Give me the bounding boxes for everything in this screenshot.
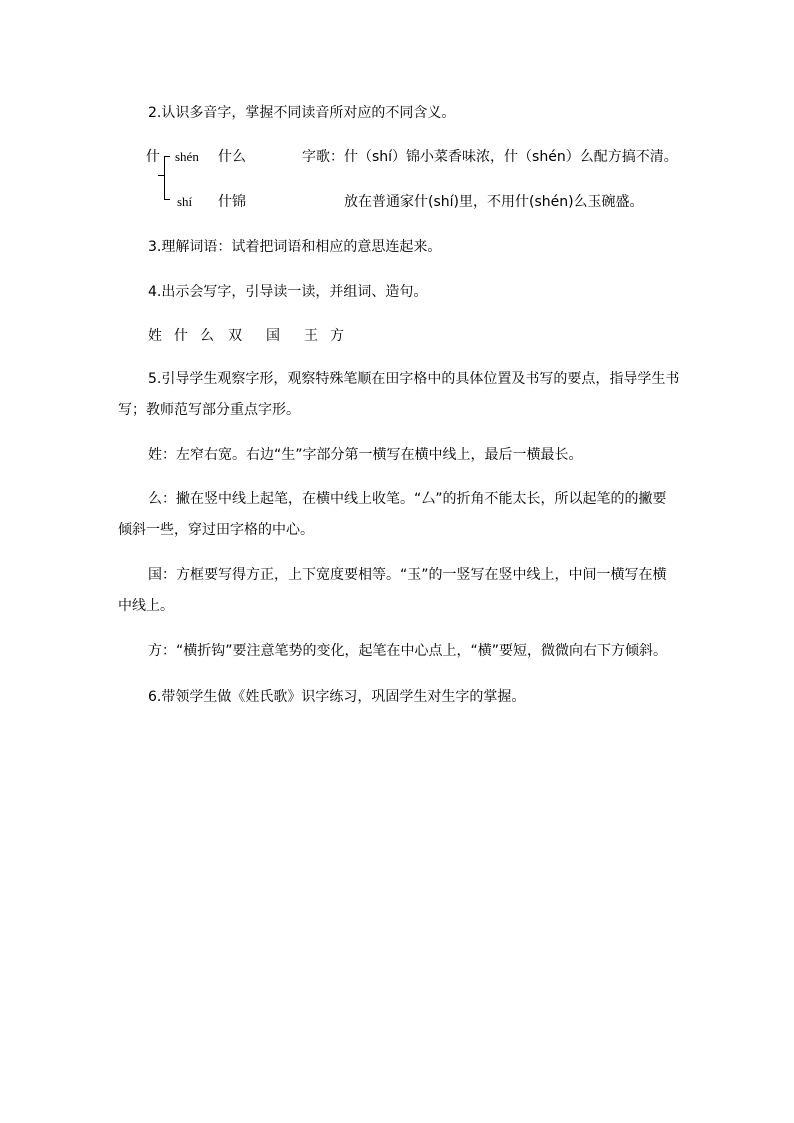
note-guo-line-2: 中线上。 [118, 598, 174, 614]
reading-2-word: 什锦 [218, 194, 246, 210]
item-5-line-2: 写；教师范写部分重点字形。 [118, 402, 300, 418]
char-me: 么 [200, 328, 214, 344]
item-2-text: 2.认识多音字，掌握不同读音所对应的不同含义。 [148, 105, 456, 121]
reading-1-word: 什么 [218, 149, 246, 165]
char-guo: 国 [266, 328, 280, 344]
reading-1-song: 字歌：什（shí）锦小菜香味浓，什（shén）么配方搞不清。 [302, 149, 678, 165]
char-shuang: 双 [228, 328, 242, 344]
note-me-line-2: 倾斜一些，穿过田字格的中心。 [118, 522, 314, 538]
char-wang: 王 [304, 328, 318, 344]
note-guo-line-1: 国：方框要写得方正，上下宽度要相等。“玉”的一竖写在竖中线上，中间一横写在横 [148, 567, 667, 583]
polyphone-char: 什 [146, 149, 160, 165]
char-shen: 什 [174, 328, 188, 344]
char-xing: 姓 [148, 328, 162, 344]
note-me-line-1: 么：撇在竖中线上起笔，在横中线上收笔。“厶”的折角不能太长，所以起笔的的撇要 [148, 491, 667, 507]
brace-top-tick [164, 156, 170, 157]
item-4-text: 4.出示会写字，引导读一读，并组词、造句。 [148, 284, 428, 300]
reading-1-pinyin: shén [175, 149, 199, 164]
item-6-text: 6.带领学生做《姓氏歌》识字练习，巩固学生对生字的掌握。 [148, 689, 526, 705]
brace-mid-tick [158, 175, 164, 176]
brace-bracket [164, 156, 165, 200]
note-xing: 姓：左窄右宽。右边“生”字部分第一横写在横中线上，最后一横最长。 [148, 447, 583, 463]
brace-bottom-tick [164, 199, 170, 200]
item-5-line-1: 5.引导学生观察字形，观察特殊笔顺在田字格中的具体位置及书写的要点，指导学生书 [148, 371, 680, 387]
item-3-text: 3.理解词语：试着把词语和相应的意思连起来。 [148, 239, 442, 255]
reading-2-pinyin: shí [177, 194, 193, 209]
reading-2-song: 放在普通家什(shí)里，不用什(shén)么玉碗盛。 [344, 194, 644, 210]
note-fang: 方：“横折钩”要注意笔势的变化，起笔在中心点上，“横”要短，微微向右下方倾斜。 [148, 643, 668, 659]
char-fang: 方 [330, 328, 344, 344]
